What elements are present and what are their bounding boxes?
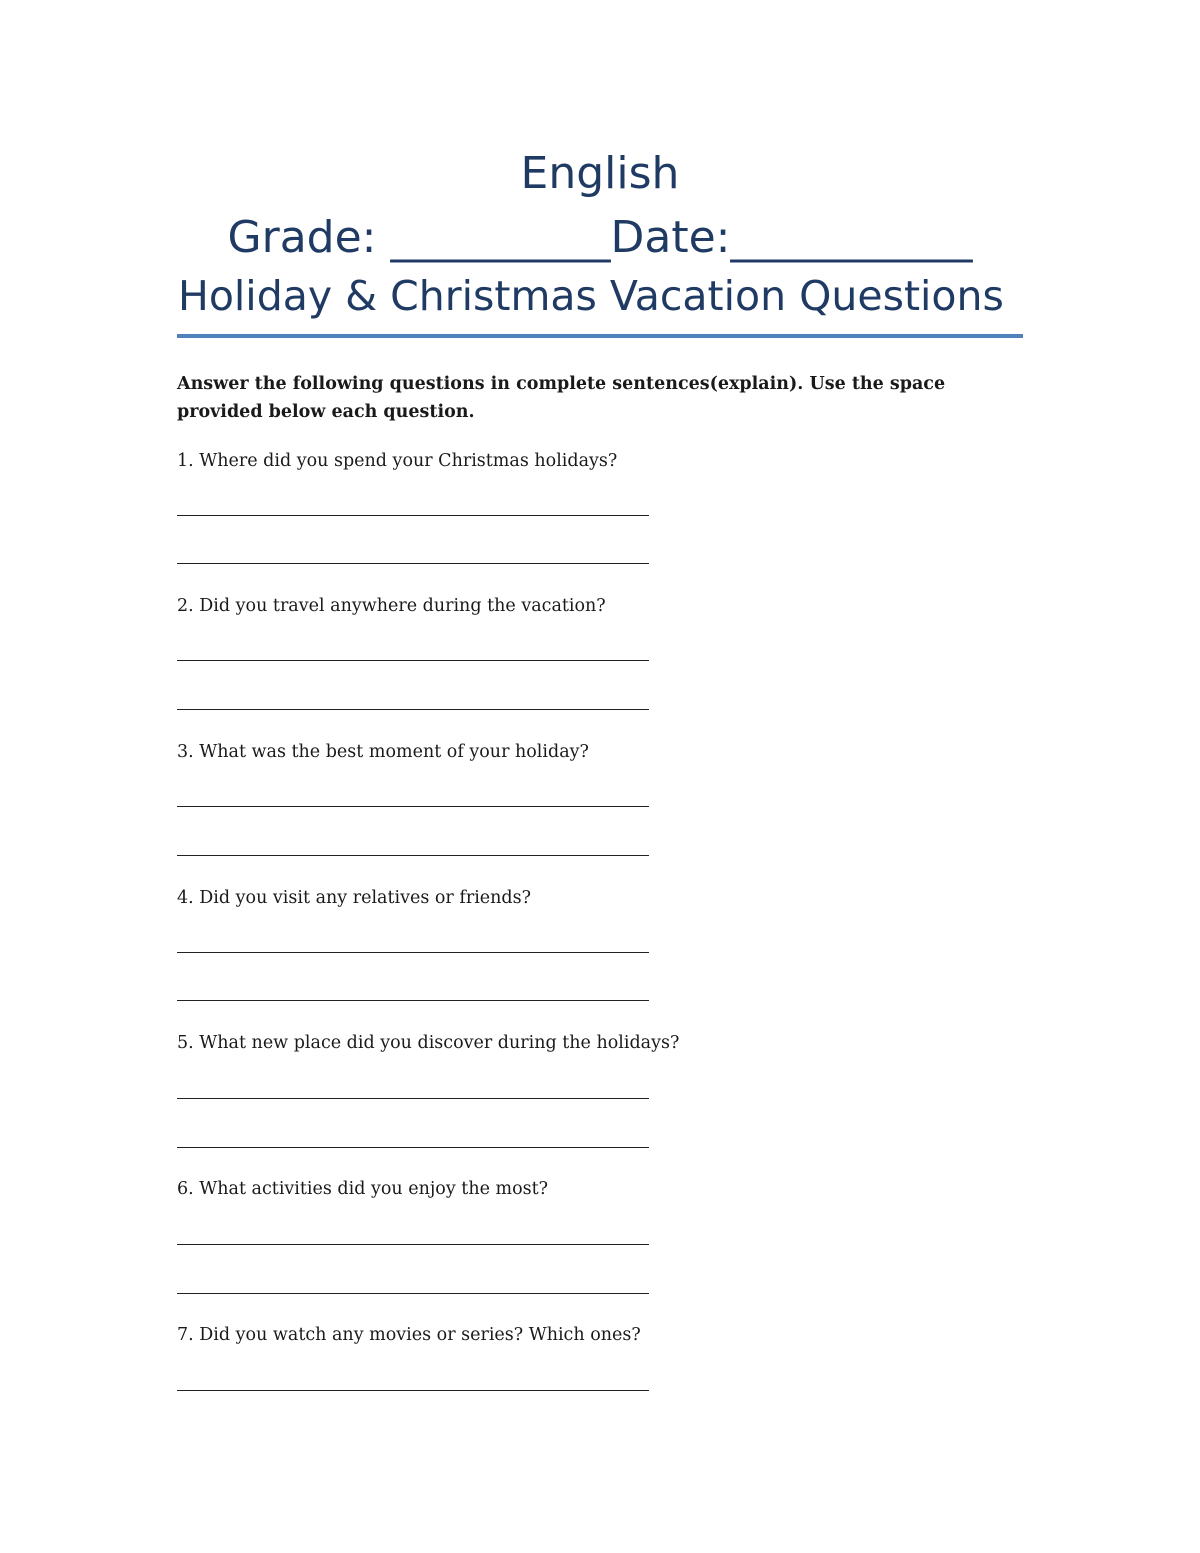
question-7: 7. Did you watch any movies or series? Which ones? xyxy=(177,1325,641,1345)
title-underline xyxy=(177,334,1023,338)
answer-line[interactable] xyxy=(177,1390,649,1391)
answer-line[interactable] xyxy=(177,1244,649,1245)
question-5: 5. What new place did you discover during the holidays? xyxy=(177,1033,680,1053)
question-6: 6. What activities did you enjoy the most? xyxy=(177,1179,549,1199)
answer-line[interactable] xyxy=(177,952,649,953)
question-2: 2. Did you travel anywhere during the vacation? xyxy=(177,596,606,616)
answer-line[interactable] xyxy=(177,806,649,807)
worksheet-title: Holiday & Christmas Vacation Questions xyxy=(178,272,1004,320)
question-3: 3. What was the best moment of your holiday? xyxy=(177,742,589,762)
subject-heading: English xyxy=(520,148,680,199)
answer-line[interactable] xyxy=(177,515,649,516)
answer-line[interactable] xyxy=(177,660,649,661)
answer-line[interactable] xyxy=(177,855,649,856)
question-4: 4. Did you visit any relatives or friends? xyxy=(177,888,531,908)
answer-line[interactable] xyxy=(177,1147,649,1148)
answer-line[interactable] xyxy=(177,563,649,564)
answer-line[interactable] xyxy=(177,1293,649,1294)
grade-date-line: Grade: __________Date:___________ xyxy=(227,212,973,263)
answer-line[interactable] xyxy=(177,1000,649,1001)
instructions-text: Answer the following questions in complete sentences(explain). Use the space provided below each question. xyxy=(177,374,946,422)
answer-line[interactable] xyxy=(177,1098,649,1099)
answer-line[interactable] xyxy=(177,709,649,710)
question-1: 1. Where did you spend your Christmas holidays? xyxy=(177,451,618,471)
